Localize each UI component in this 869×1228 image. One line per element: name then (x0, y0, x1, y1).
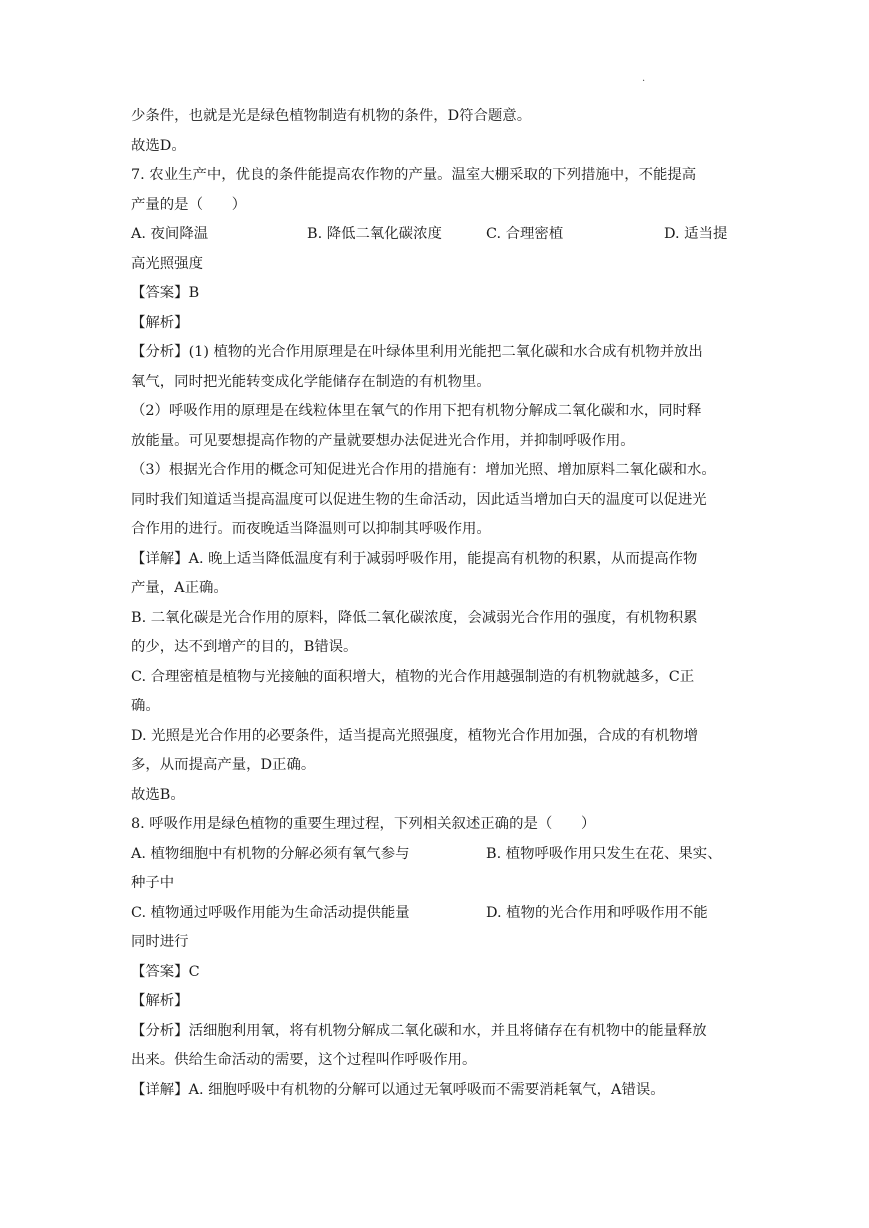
detail-line: 【详解】A. 晚上适当降低温度有利于减弱呼吸作用，能提高有机物的积累，从而提高作物 (131, 550, 698, 567)
analysis-line: 氧气，同时把光能转变成化学能储存在制造的有机物里。 (131, 373, 491, 390)
text-line: 少条件，也就是光是绿色植物制造有机物的条件，D符合题意。 (131, 108, 532, 124)
question-8-options-row2 (131, 899, 741, 929)
conclusion-line: 故选B。 (131, 786, 185, 803)
option-d-cont: 高光照强度 (131, 255, 203, 272)
answer-label: 【答案】C (131, 963, 200, 980)
detail-line: B. 二氧化碳是光合作用的原料，降低二氧化碳浓度，会减弱光合作用的强度，有机物积累 (131, 609, 698, 626)
analysis-line: 出来。供给生命活动的需要，这个过程叫作呼吸作用。 (131, 1052, 477, 1068)
option-d-cont: 同时进行 (131, 934, 189, 950)
detail-line: 【详解】A. 细胞呼吸中有机物的分解可以通过无氧呼吸而不需要消耗氧气，A错误。 (131, 1081, 665, 1098)
analysis-line: 同时我们知道适当提高温度可以促进生物的生命活动，因此适当增加白天的温度可以促进光 (131, 491, 707, 508)
option-a: A. 夜间降温 (131, 226, 209, 242)
detail-line: D. 光照是光合作用的必要条件，适当提高光照强度，植物光合作用加强，合成的有机物增 (131, 727, 699, 744)
answer-label: 【答案】B (131, 285, 200, 301)
text-line: 故选D。 (131, 137, 186, 154)
analysis-label: 【解析】 (131, 314, 189, 331)
analysis-line: 合作用的进行。而夜晚适当降温则可以抑制其呼吸作用。 (131, 521, 491, 537)
option-b-cont: 种子中 (131, 875, 175, 891)
analysis-line: （3）根据光合作用的概念可知促进光合作用的措施有：增加光照、增加原料二氧化碳和水。 (131, 462, 716, 478)
analysis-line: （2）呼吸作用的原理是在线粒体里在氧气的作用下把有机物分解成二氧化碳和水，同时释 (131, 403, 702, 419)
analysis-label: 【解析】 (131, 993, 189, 1009)
detail-line: 的少，达不到增产的目的，B错误。 (131, 639, 358, 655)
question-8-options-row1 (131, 840, 741, 870)
question-7-options (131, 220, 741, 250)
detail-line: 多，从而提高产量，D正确。 (131, 757, 316, 773)
option-d: D. 植物的光合作用和呼吸作用不能 (486, 904, 708, 921)
detail-line: 产量，A正确。 (131, 580, 228, 596)
document-body (131, 102, 741, 1105)
analysis-line: 【分析】活细胞利用氧，将有机物分解成二氧化碳和水，并且将储存在有机物中的能量释放 (131, 1022, 707, 1039)
option-b: B. 降低二氧化碳浓度 (307, 226, 442, 242)
analysis-line: 放能量。可见要想提高作物的产量就要想办法促进光合作用，并抑制呼吸作用。 (131, 432, 635, 449)
header-mark: · (642, 76, 646, 87)
option-d: D. 适当提 (664, 226, 728, 242)
option-c: C. 合理密植 (486, 226, 564, 242)
option-a: A. 植物细胞中有机物的分解必须有氧气参与 (131, 845, 410, 862)
option-c: C. 植物通过呼吸作用能为生命活动提供能量 (131, 904, 410, 921)
analysis-line: 【分析】(1) 植物的光合作用原理是在叶绿体里利用光能把二氧化碳和水合成有机物并放出 (131, 344, 703, 360)
detail-line: C. 合理密植是植物与光接触的面积增大，植物的光合作用越强制造的有机物就越多，C正 (131, 668, 695, 685)
question-7-stem-cont: 产量的是（ ） (131, 196, 247, 213)
question-8-stem: 8. 呼吸作用是绿色植物的重要生理过程，下列相关叙述正确的是（ ） (131, 816, 596, 832)
detail-line: 确。 (131, 698, 160, 714)
question-7-stem: 7. 农业生产中，优良的条件能提高农作物的产量。温室大棚采取的下列措施中，不能提高 (131, 167, 697, 183)
option-b: B. 植物呼吸作用只发生在花、果实、 (486, 845, 722, 862)
